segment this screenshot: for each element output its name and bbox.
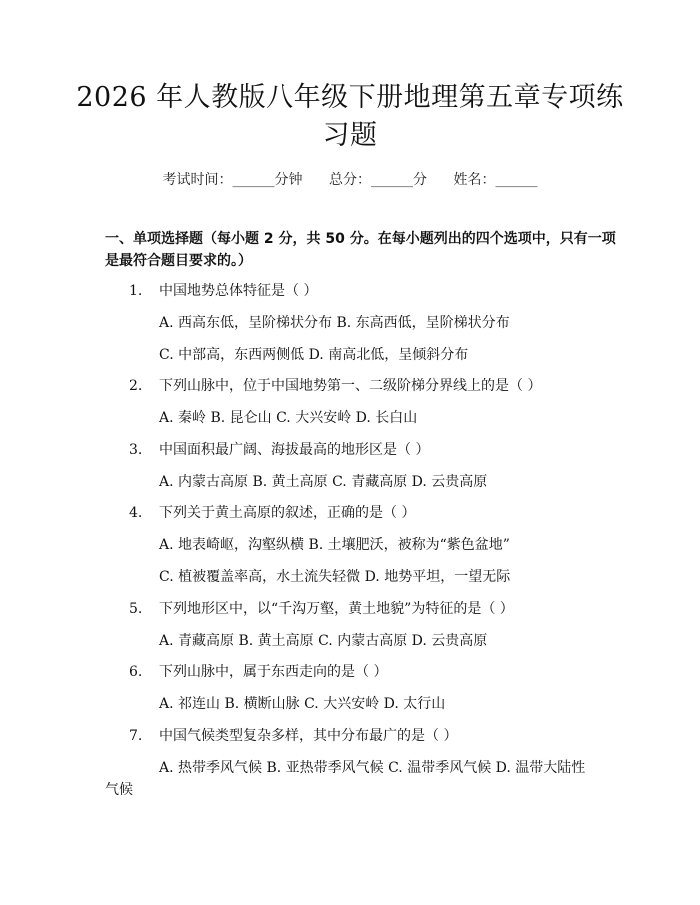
score-unit: 分 [413,172,427,188]
page-title-line-1: 2026 年人教版八年级下册地理第五章专项练 [76,82,624,113]
question-number: 6. [129,664,143,680]
name-label: 姓名： [453,172,496,188]
question-text: 中国面积最广阔、海拔最高的地形区是（ ） [159,442,430,458]
question-text: 下列地形区中，以“千沟万壑，黄土地貌”为特征的是（ ） [159,601,514,617]
time-label: 考试时间： [162,172,233,188]
question-text: 下列山脉中，位于中国地势第一、二级阶梯分界线上的是（ ） [159,378,542,394]
question-text: 中国气候类型复杂多样，其中分布最广的是（ ） [159,728,458,744]
question-number: 4. [129,505,143,521]
question-options: A. 热带季风气候 B. 亚热带季风气候 C. 温带季风气候 D. 温带大陆性 [159,760,586,776]
question-number: 5. [129,601,143,617]
question-number: 7. [129,728,143,744]
page-title-line-2: 习题 [322,120,378,151]
question-number: 1. [129,283,143,299]
question-options: A. 祁连山 B. 横断山脉 C. 大兴安岭 D. 太行山 [159,696,446,712]
question-text: 下列山脉中，属于东西走向的是（ ） [159,664,388,680]
score-blank: ______ [371,172,413,188]
time-blank: ______ [232,172,275,188]
question-options: A. 地表崎岖，沟壑纵横 B. 土壤肥沃，被称为“紫色盆地” [159,537,510,553]
question-options: C. 中部高，东西两侧低 D. 南高北低，呈倾斜分布 [159,347,469,363]
name-blank: ______ [495,172,538,188]
question-number: 3. [129,442,143,458]
question-options: C. 植被覆盖率高，水土流失轻微 D. 地势平坦，一望无际 [159,569,511,585]
section-heading-line-2: 是最符合题目要求的。） [105,253,252,269]
time-unit: 分钟 [274,172,303,188]
exam-info-bar [0,169,700,189]
question-options-continuation: 气候 [105,782,133,798]
question-options: A. 西高东低，呈阶梯状分布 B. 东高西低，呈阶梯状分布 [159,315,510,331]
question-options: A. 秦岭 B. 昆仑山 C. 大兴安岭 D. 长白山 [159,410,418,426]
question-text: 中国地势总体特征是（ ） [159,283,318,299]
question-number: 2. [129,378,143,394]
question-text: 下列关于黄土高原的叙述，正确的是（ ） [159,505,416,521]
question-options: A. 内蒙古高原 B. 黄土高原 C. 青藏高原 D. 云贵高原 [159,474,488,490]
section-heading-line-1: 一、单项选择题（每小题 2 分，共 50 分。在每小题列出的四个选项中，只有一项 [105,231,616,247]
question-options: A. 青藏高原 B. 黄土高原 C. 内蒙古高原 D. 云贵高原 [159,633,488,649]
score-label: 总分： [329,172,371,188]
